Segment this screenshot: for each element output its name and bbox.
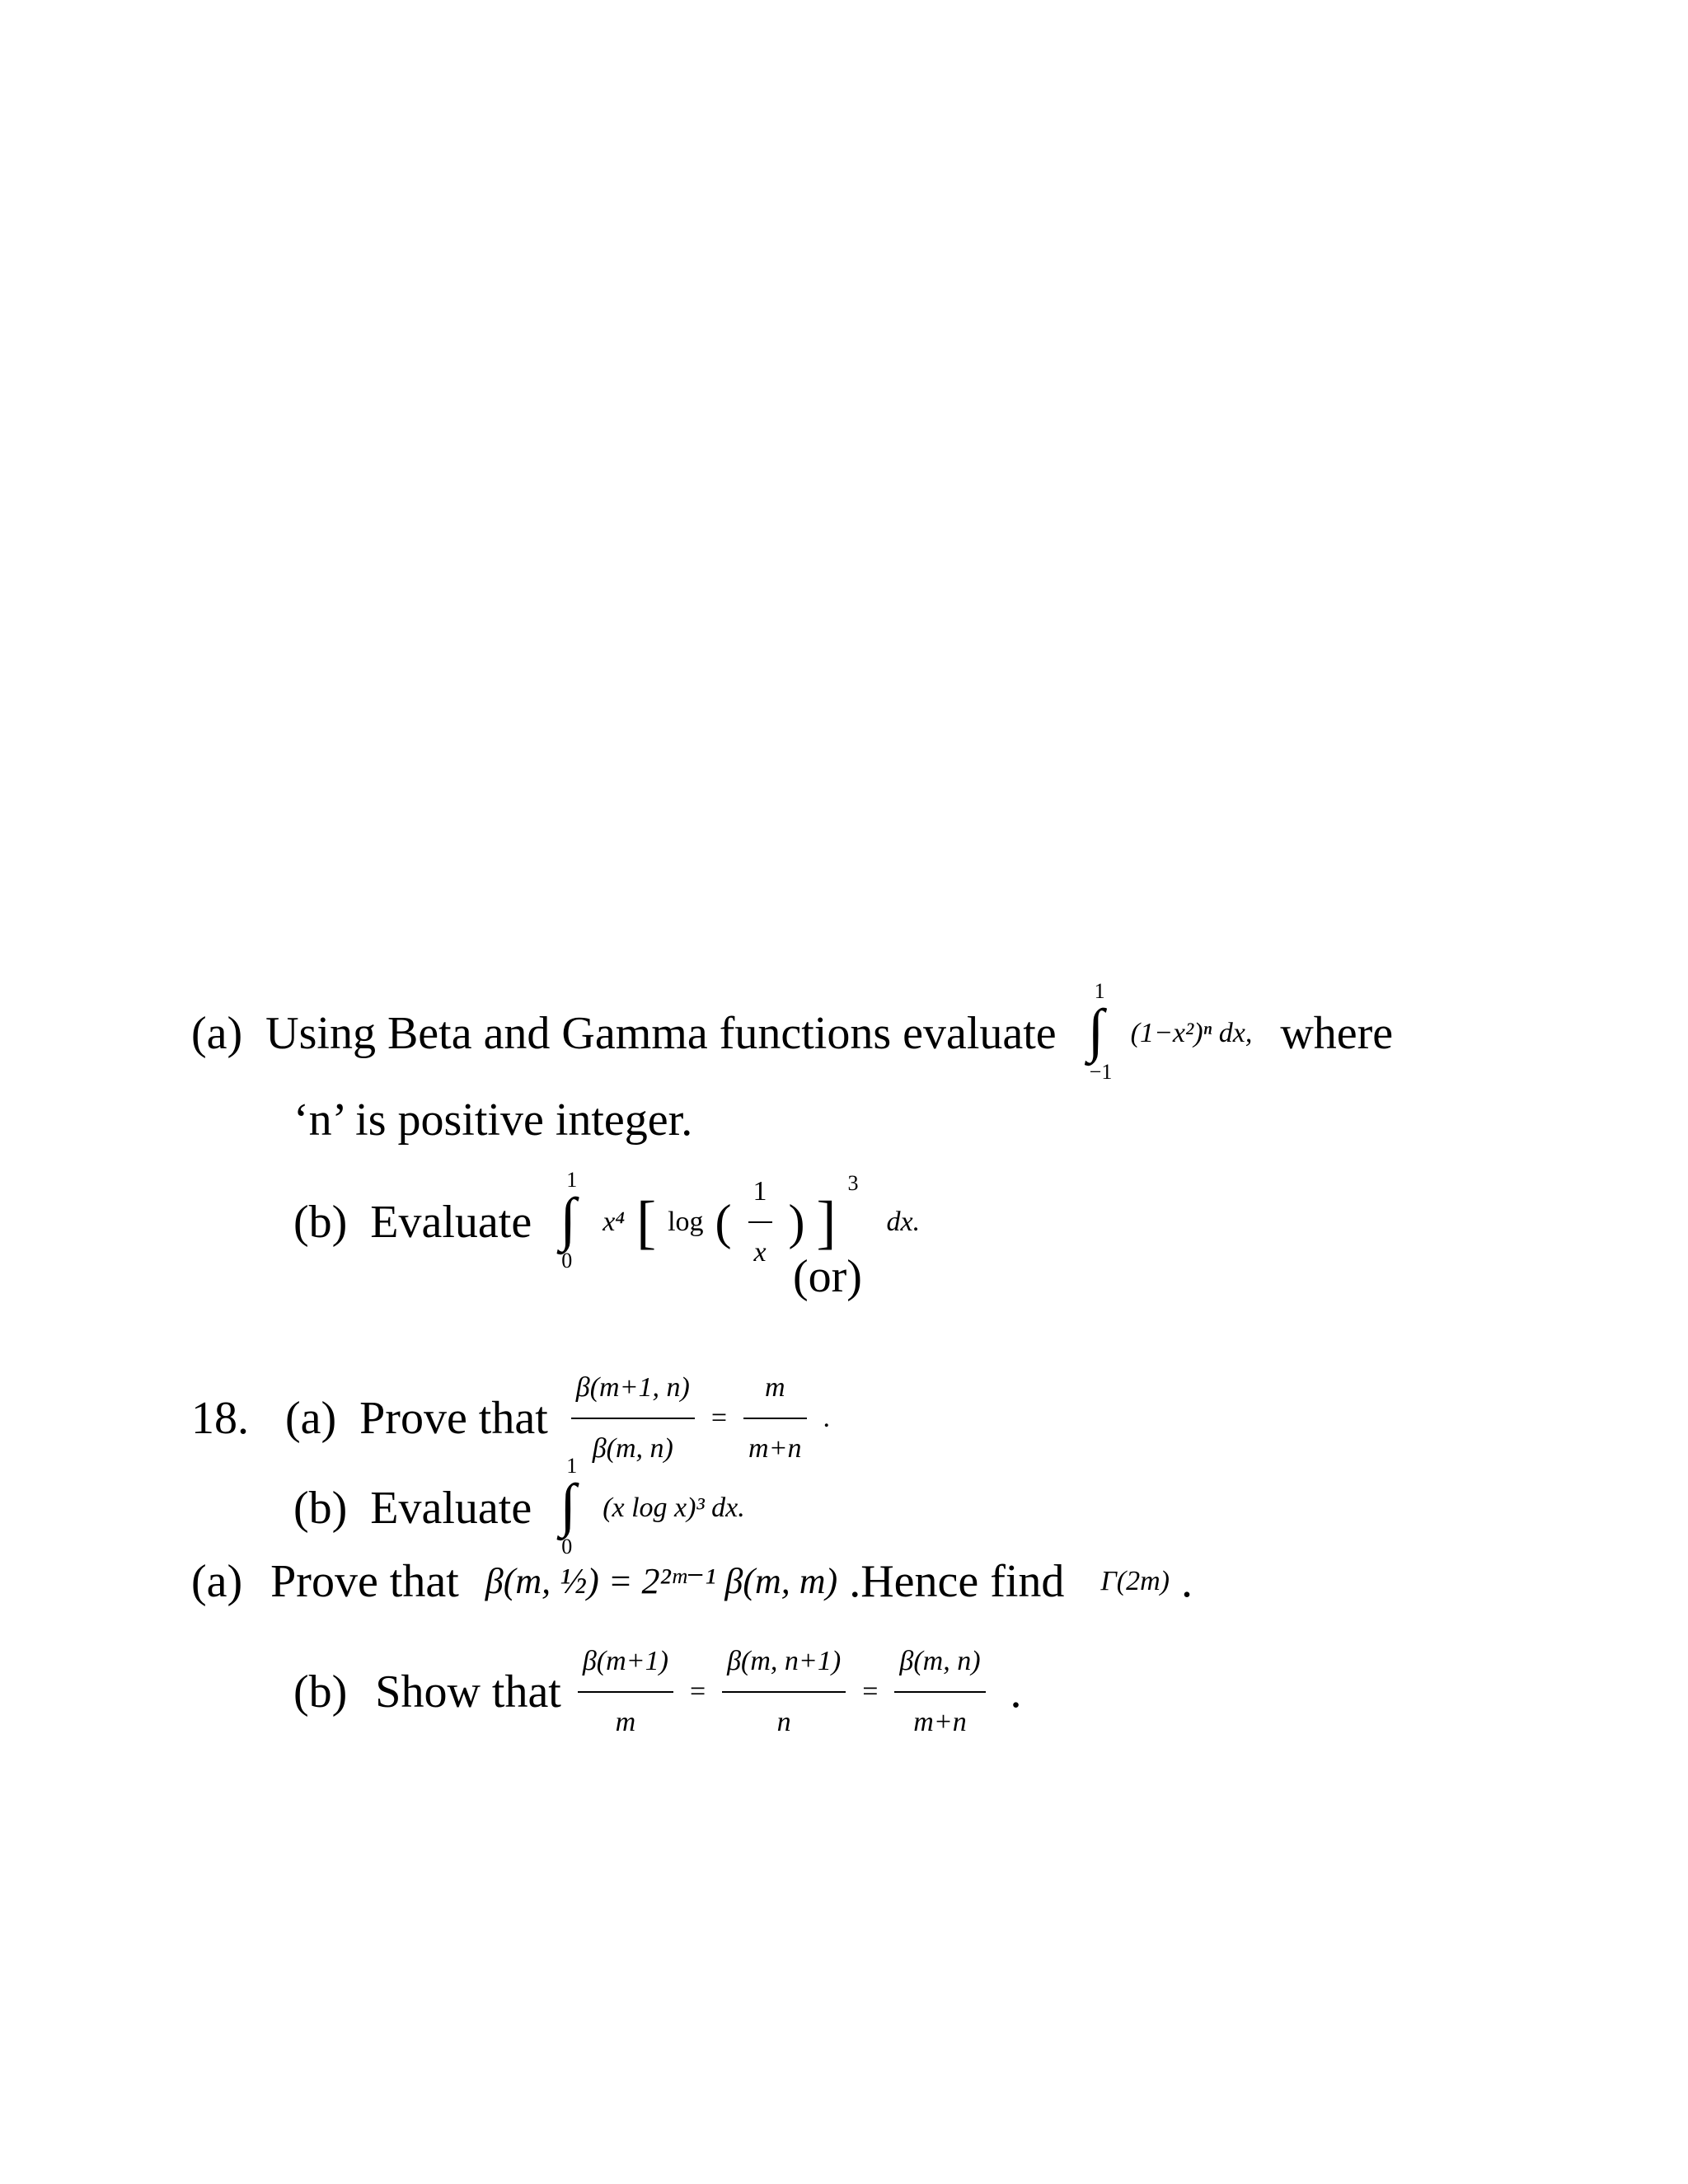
q18a-frac-num: β(m+1, n) (571, 1361, 695, 1419)
integral-sign: ∫ (1087, 997, 1104, 1063)
q17b-frac-den: x (753, 1237, 767, 1268)
q18a-rhs-fraction (743, 1361, 807, 1475)
q18b-integral-lower: 0 (561, 1535, 573, 1558)
q19a-expr: β(m, ½) = 2²ᵐ⁻¹ β(m, m) (485, 1561, 838, 1602)
q19b-fraction-2 (722, 1635, 846, 1749)
q18-number: 18. (191, 1393, 249, 1444)
q19a-label: (a) (191, 1556, 243, 1608)
q17b-power: 3 (847, 1171, 859, 1195)
q17a-integral (1083, 979, 1119, 1084)
q18a-frac-den: β(m, n) (592, 1433, 673, 1464)
left-bracket: [ (636, 1189, 657, 1255)
q18a-end: . (823, 1403, 831, 1433)
or-line (793, 1246, 862, 1303)
q19b-label: (b) (293, 1666, 348, 1718)
q18b-integral-upper: 1 (566, 1454, 578, 1478)
equals-sign: = (862, 1676, 879, 1707)
q19a-line (191, 1551, 1193, 1608)
equals-sign: = (710, 1403, 728, 1433)
q19b-f1-den: m (615, 1707, 636, 1737)
q18b-integral (555, 1454, 591, 1558)
q18a-text: Prove that (359, 1393, 548, 1444)
q17a-where: where (1280, 1008, 1394, 1059)
q17a-integral-lower: −1 (1089, 1060, 1113, 1084)
q17a-line (191, 979, 1394, 1084)
q17b-frac-num: 1 (748, 1165, 772, 1223)
q18a-rhs-num: m (743, 1361, 807, 1419)
q18b-integrand: (x log x)³ dx. (603, 1493, 745, 1523)
q19b-f3-num: β(m, n) (894, 1635, 985, 1693)
q17a-label: (a) (191, 1008, 243, 1059)
q17b-integral-lower: 0 (561, 1249, 573, 1272)
q19b-f2-den: n (776, 1707, 791, 1737)
q19a-hence: .Hence find (849, 1556, 1065, 1608)
q19b-f1-num: β(m+1) (578, 1635, 673, 1693)
or-text: (or) (793, 1251, 862, 1303)
q19b-fraction-3 (894, 1635, 985, 1749)
q17a-cont-line (293, 1090, 692, 1146)
q19a-text: Prove that (270, 1556, 459, 1608)
q19b-end: . (1010, 1666, 1022, 1718)
right-paren: ) (788, 1195, 805, 1249)
q17b-integrand-pre: x⁴ (603, 1207, 626, 1237)
left-paren: ( (715, 1195, 732, 1249)
q19b-f2-num: β(m, n+1) (722, 1635, 846, 1693)
q18b-label: (b) (293, 1483, 348, 1534)
integral-sign: ∫ (560, 1472, 576, 1538)
right-bracket: ] (816, 1189, 837, 1255)
q19b-f3-den: m+n (913, 1707, 967, 1737)
q17b-integral-upper: 1 (566, 1168, 578, 1192)
q18a-label: (a) (285, 1393, 337, 1444)
q18a-rhs-den: m+n (748, 1433, 802, 1464)
q17b-fraction (748, 1165, 772, 1279)
q17a-integral-upper: 1 (1094, 979, 1105, 1003)
q18b-text: Evaluate (370, 1483, 532, 1534)
q17a-cont-text: ‘n’ is positive integer. (293, 1094, 693, 1146)
q17b-integral (555, 1168, 591, 1272)
q19b-line (293, 1635, 1022, 1749)
q19b-text: Show that (375, 1666, 561, 1718)
q17b-text: Evaluate (370, 1197, 532, 1248)
q17b-log: log (668, 1207, 704, 1237)
q17a-integrand: (1−x²)ⁿ dx, (1130, 1018, 1253, 1048)
equals-sign: = (689, 1676, 706, 1707)
q17b-dx: dx. (886, 1207, 921, 1237)
q17b-label: (b) (293, 1197, 348, 1248)
integral-sign: ∫ (560, 1186, 576, 1252)
q18b-line (293, 1454, 745, 1558)
q19b-fraction-1 (578, 1635, 673, 1749)
q19a-end: . (1180, 1556, 1193, 1608)
q17a-text: Using Beta and Gamma functions evaluate (265, 1008, 1057, 1059)
q19a-gamma: Γ(2m) (1100, 1566, 1170, 1597)
